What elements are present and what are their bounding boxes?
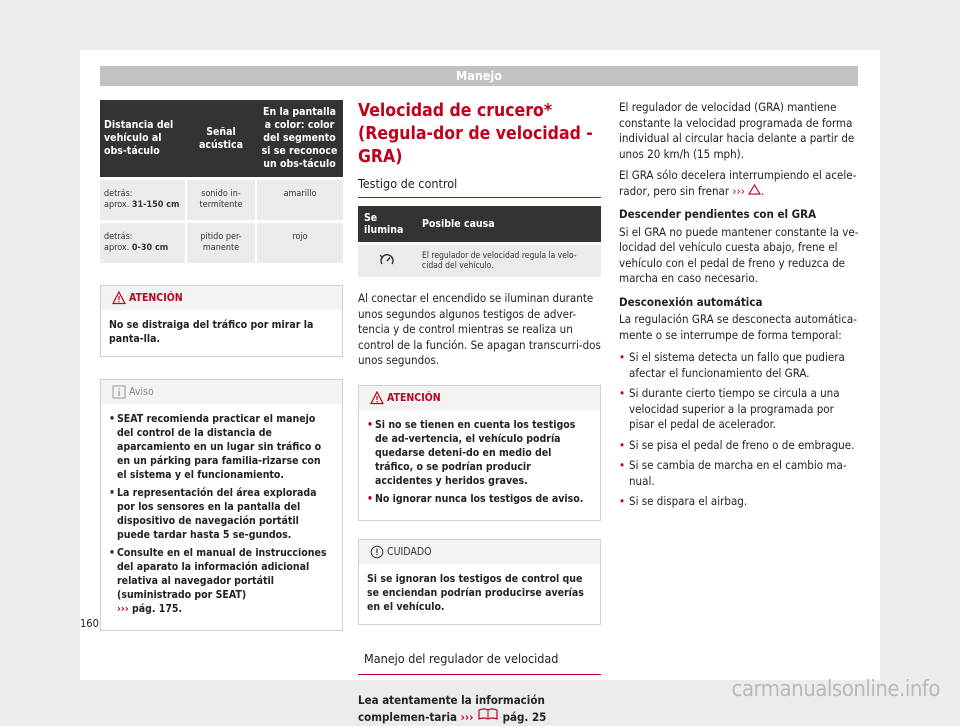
warning-triangle-icon xyxy=(112,291,126,305)
section-title: Velocidad de crucero* (Regula-dor de velocidad - GRA) xyxy=(358,100,601,169)
intro-paragraph: Al conectar el encendido se iluminan durante unos segundos algunos testigos de adver-tencia y de control mientras se realiza un control de la función. Se apagan transcurri-dos unos segundos. xyxy=(358,291,601,369)
table-row xyxy=(100,222,343,264)
table-cell-distance: detrás: aprox. 0-30 cm xyxy=(100,222,186,264)
distance-table xyxy=(100,100,343,263)
book-icon xyxy=(477,708,499,721)
warning-title: ATENCIÓN xyxy=(129,292,183,304)
header-distance: Distancia del vehículo al obs-táculo xyxy=(100,100,186,179)
control-light-table-header xyxy=(358,206,601,244)
caution-circle-icon xyxy=(370,545,384,559)
ref-arrows: ››› xyxy=(117,603,129,615)
column-left xyxy=(100,100,343,631)
warning-box xyxy=(358,385,601,521)
caution-box xyxy=(358,539,601,625)
table-cell-color: rojo xyxy=(256,222,343,264)
warning-triangle-icon xyxy=(748,184,761,195)
read-more-text: Lea atentamente la información complemen-taria ››› pág. 25 xyxy=(358,693,601,726)
gra-decelerate-text: El GRA sólo decelera interrumpiendo el acele-rador, pero sin frenar ››› . xyxy=(619,168,861,199)
list-item: • Si se dispara el airbag. xyxy=(619,494,861,510)
cruise-control-icon xyxy=(379,253,395,267)
warning-box-header xyxy=(359,386,600,410)
note-box-header xyxy=(101,380,342,404)
note-item: • La representación del área explorada por los sensores en la pantalla del dispositivo de navegación portátil puede tardar hasta 5 se-gundos. xyxy=(109,486,332,542)
table-cell-signal: pitido per-manente xyxy=(186,222,256,264)
warning-box-header xyxy=(101,286,342,310)
column-right xyxy=(619,100,861,510)
list-item: • Si se cambia de marcha en el cambio ma-nual. xyxy=(619,458,861,489)
caution-title: CUIDADO xyxy=(387,546,432,558)
note-item: • SEAT recomienda practicar el manejo del control de la distancia de aparcamiento en un lugar sin tráfico o en un párking para familia-rizarse con el sistema y el funcionamiento. xyxy=(109,412,332,482)
list-item: • Si el sistema detecta un fallo que pudiera afectar el funcionamiento del GRA. xyxy=(619,350,861,381)
note-box xyxy=(100,379,343,631)
warning-text: No se distraiga del tráfico por mirar la panta-lla. xyxy=(101,310,342,356)
descend-text: Si el GRA no puede mantener constante la ve-locidad del vehículo cuesta abajo, frene el vehículo con el pedal de freno y reduzca de marcha en caso necesario. xyxy=(619,225,861,287)
list-item: • Si durante cierto tiempo se circula a una velocidad superior a la programada por pisar el pedal de acelerador. xyxy=(619,386,861,433)
warning-box xyxy=(100,285,343,357)
page-header: Manejo xyxy=(100,66,858,86)
table-row xyxy=(358,244,601,278)
warning-body xyxy=(359,410,600,520)
table-cell-icon xyxy=(358,244,416,278)
caution-text: Si se ignoran los testigos de control que se enciendan podrían producirse averías en el vehículo. xyxy=(359,564,600,624)
page-reference-link[interactable]: pág. 25 xyxy=(503,710,547,724)
table-cell-cause: El regulador de velocidad regula la velo-cidad del vehículo. xyxy=(416,244,601,278)
warning-item: • Si no se tienen en cuenta los testigos de ad-vertencia, el vehículo podría quedarse deteni-do en medio del tráfico, o se podrían producir accidentes y heridos graves. xyxy=(367,418,590,488)
table-cell-color: amarillo xyxy=(256,179,343,222)
warning-triangle-icon xyxy=(370,391,384,405)
watermark: carmanualsonline.info xyxy=(732,677,940,702)
subsection-title: Testigo de control xyxy=(358,176,601,198)
page-number: 160 xyxy=(80,617,99,630)
header-cause: Posible causa xyxy=(416,206,601,244)
list-item: • Si se pisa el pedal de freno o de embrague. xyxy=(619,438,861,454)
caution-box-header xyxy=(359,540,600,564)
info-icon xyxy=(112,385,126,399)
header-lights: Se ilumina xyxy=(358,206,416,244)
warning-item: • No ignorar nunca los testigos de aviso. xyxy=(367,492,590,506)
column-middle xyxy=(358,100,601,726)
page-reference-link[interactable]: pág. 175. xyxy=(132,603,182,615)
auto-off-text: La regulación GRA se desconecta automática-mente o se interrumpe de forma temporal: xyxy=(619,312,861,343)
table-cell-signal: sonido in-termitente xyxy=(186,179,256,222)
note-title: Aviso xyxy=(129,386,154,398)
operation-section-title: Manejo del regulador de velocidad xyxy=(358,651,601,675)
note-body xyxy=(101,404,342,630)
table-row xyxy=(100,179,343,222)
gra-description: El regulador de velocidad (GRA) mantiene constante la velocidad programada de forma individual al circular hacia delante a partir de unos 20 km/h (15 mph). xyxy=(619,100,861,162)
auto-off-heading: Desconexión automática xyxy=(619,295,861,311)
control-light-table xyxy=(358,206,601,277)
table-cell-distance: detrás: aprox. 31-150 cm xyxy=(100,179,186,222)
header-signal: Señal acústica xyxy=(186,100,256,179)
distance-table-header xyxy=(100,100,343,179)
note-item: • Consulte en el manual de instrucciones del aparato la información adicional relativa al navegador portátil (suministrado por SEAT) ››› pág. 175. xyxy=(109,546,332,616)
descend-heading: Descender pendientes con el GRA xyxy=(619,207,861,223)
warning-title: ATENCIÓN xyxy=(387,392,441,404)
header-color: En la pantalla a color: color del segmento si se reconoce un obs-táculo xyxy=(256,100,343,179)
